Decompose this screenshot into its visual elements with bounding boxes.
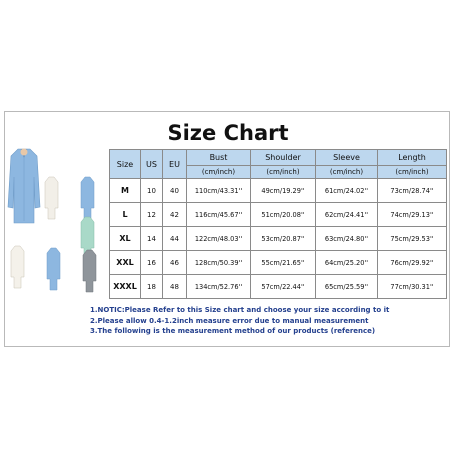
bust-cell: 110cm/43.31'' bbox=[187, 179, 251, 203]
table-row bbox=[110, 227, 447, 251]
table-row bbox=[110, 179, 447, 203]
length-cell: 76cm/29.92'' bbox=[378, 251, 447, 275]
size-cell: L bbox=[110, 203, 141, 227]
col-header-us: US bbox=[141, 150, 163, 179]
table-row bbox=[110, 203, 447, 227]
shoulder-cell: 53cm/20.87'' bbox=[251, 227, 316, 251]
length-cell: 77cm/30.31'' bbox=[378, 275, 447, 299]
us-cell: 12 bbox=[141, 203, 163, 227]
product-image-variant bbox=[80, 176, 95, 220]
bust-cell: 134cm/52.76'' bbox=[187, 275, 251, 299]
us-cell: 18 bbox=[141, 275, 163, 299]
col-header-length: Length bbox=[378, 150, 447, 166]
sleeve-cell: 62cm/24.41'' bbox=[316, 203, 378, 227]
us-cell: 10 bbox=[141, 179, 163, 203]
length-cell: 74cm/29.13'' bbox=[378, 203, 447, 227]
table-row bbox=[110, 275, 447, 299]
sleeve-cell: 63cm/24.80'' bbox=[316, 227, 378, 251]
col-header-size: Size bbox=[110, 150, 141, 179]
size-cell: M bbox=[110, 179, 141, 203]
length-cell: 75cm/29.53'' bbox=[378, 227, 447, 251]
unit-label: (cm/inch) bbox=[251, 166, 316, 179]
shoulder-cell: 49cm/19.29'' bbox=[251, 179, 316, 203]
table-row bbox=[110, 251, 447, 275]
shoulder-cell: 55cm/21.65'' bbox=[251, 251, 316, 275]
bust-cell: 122cm/48.03'' bbox=[187, 227, 251, 251]
col-header-sleeve: Sleeve bbox=[316, 150, 378, 166]
us-cell: 16 bbox=[141, 251, 163, 275]
product-image-variant bbox=[10, 245, 25, 289]
us-cell: 14 bbox=[141, 227, 163, 251]
size-table bbox=[109, 149, 447, 299]
eu-cell: 46 bbox=[163, 251, 187, 275]
sleeve-cell: 64cm/25.20'' bbox=[316, 251, 378, 275]
size-cell: XXXL bbox=[110, 275, 141, 299]
note-line: 2.Please allow 0.4-1.2inch measure error due to manual measurement bbox=[90, 316, 369, 325]
col-header-eu: EU bbox=[163, 150, 187, 179]
bust-cell: 128cm/50.39'' bbox=[187, 251, 251, 275]
sleeve-cell: 65cm/25.59'' bbox=[316, 275, 378, 299]
size-cell: XXL bbox=[110, 251, 141, 275]
sleeve-cell: 61cm/24.02'' bbox=[316, 179, 378, 203]
eu-cell: 42 bbox=[163, 203, 187, 227]
product-image-variant bbox=[46, 247, 61, 291]
unit-label: (cm/inch) bbox=[378, 166, 447, 179]
length-cell: 73cm/28.74'' bbox=[378, 179, 447, 203]
size-cell: XL bbox=[110, 227, 141, 251]
col-header-bust: Bust bbox=[187, 150, 251, 166]
product-image-variant bbox=[44, 176, 59, 220]
page-title: Size Chart bbox=[167, 121, 289, 145]
product-image-variant bbox=[82, 249, 97, 293]
unit-label: (cm/inch) bbox=[187, 166, 251, 179]
eu-cell: 44 bbox=[163, 227, 187, 251]
notes-block bbox=[90, 305, 450, 337]
bust-cell: 116cm/45.67'' bbox=[187, 203, 251, 227]
note-line: 1.NOTIC:Please Refer to this Size chart and choose your size according to it bbox=[90, 306, 390, 314]
col-header-shoulder: Shoulder bbox=[251, 150, 316, 166]
shoulder-cell: 57cm/22.44'' bbox=[251, 275, 316, 299]
eu-cell: 48 bbox=[163, 275, 187, 299]
eu-cell: 40 bbox=[163, 179, 187, 203]
unit-label: (cm/inch) bbox=[316, 166, 378, 179]
product-image-main bbox=[7, 147, 41, 225]
shoulder-cell: 51cm/20.08'' bbox=[251, 203, 316, 227]
note-line: 3.The following is the measurement method of our products (reference) bbox=[90, 327, 376, 335]
